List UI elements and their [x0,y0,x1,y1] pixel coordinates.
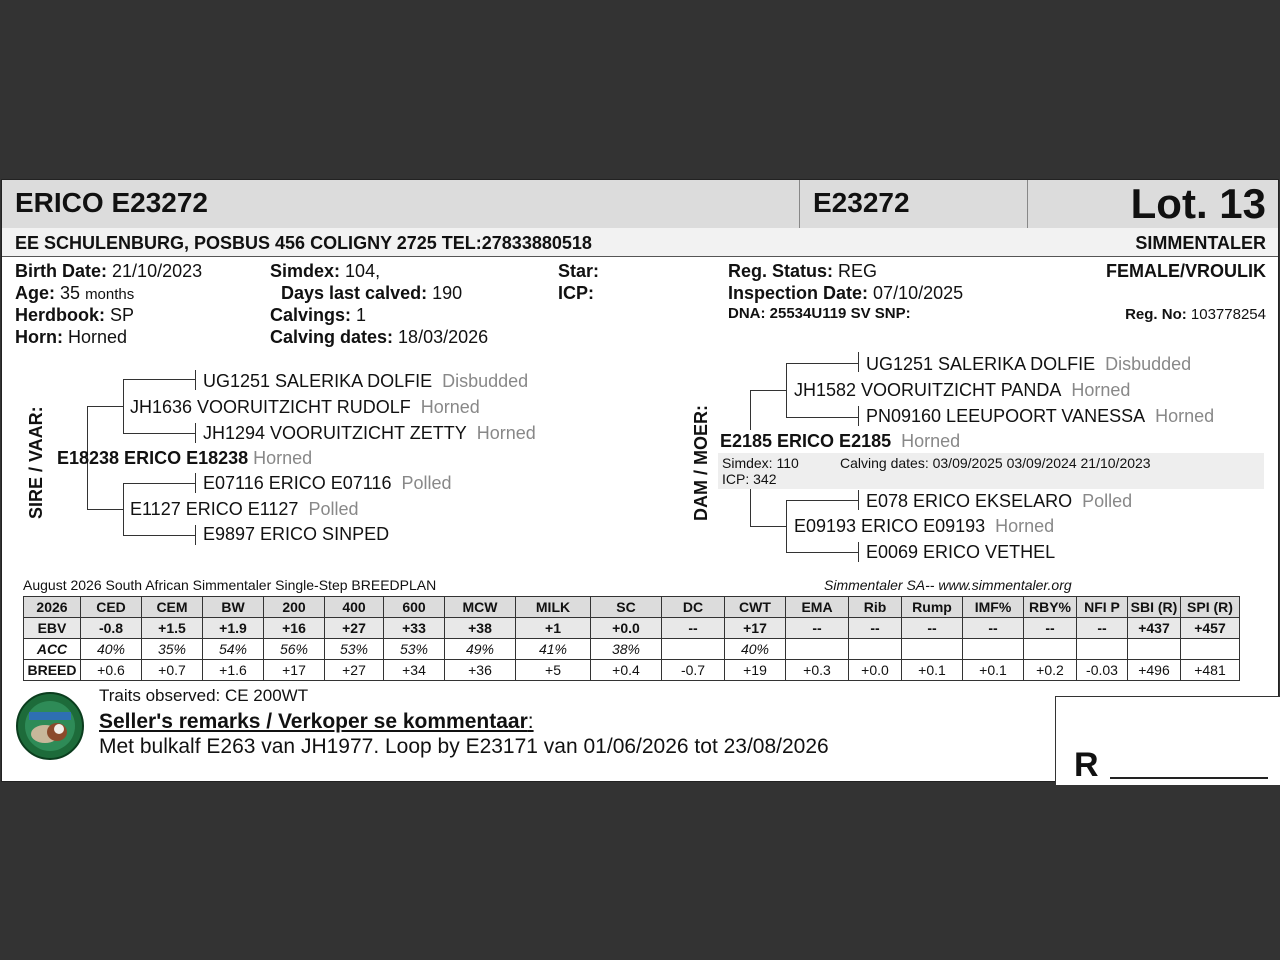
owner-info: EE SCHULENBURG, POSBUS 456 COLIGNY 2725 TEL:27833880518 [15,233,592,253]
ebv-cell: 40% [725,639,786,660]
ebv-cell: +1 [516,618,591,639]
traits-observed: Traits observed: CE 200WT [99,686,309,705]
tree-line [786,363,787,417]
ebv-cell: -- [1024,618,1077,639]
ebv-column-header: SPI (R) [1181,597,1240,618]
tree-line [786,417,858,418]
tree-line [786,552,858,553]
ebv-column-header: Rump [902,597,963,618]
dam-icp: ICP: 342 [722,471,777,487]
ebv-column-header: CED [81,597,142,618]
ebv-cell: +1.9 [203,618,264,639]
ebv-cell: -- [786,618,849,639]
ebv-cell [849,639,902,660]
dam-sire-dam: PN09160 LEEUPOORT VANESSA Horned [866,406,1215,426]
dam-sire: JH1582 VOORUITZICHT PANDA Horned [794,380,1131,400]
sire-dam: E1127 ERICO E1127 Polled [130,499,359,519]
tree-line [195,473,196,493]
ebv-cell: +16 [264,618,325,639]
star: Star: [558,261,600,281]
bid-price-line[interactable] [1110,777,1268,779]
ebv-cell: +457 [1181,618,1240,639]
tree-line [750,489,751,526]
tree-line [123,379,124,433]
days-last-calved: Days last calved: 190 [281,283,463,303]
ebv-cell: 49% [445,639,516,660]
tree-line [786,500,858,501]
tree-line [123,379,195,380]
age: Age: 35 months [15,283,135,303]
ebv-cell: -0.8 [81,618,142,639]
breed-name: SIMMENTALER [1135,233,1266,253]
ebv-cell: +33 [384,618,445,639]
ebv-cell: +27 [325,660,384,681]
animal-title: ERICO E23272 [15,187,208,218]
ebv-cell: +34 [384,660,445,681]
ebv-cell [1128,639,1181,660]
ebv-cell: -0.03 [1077,660,1128,681]
breed-row [24,660,1240,681]
ebv-header-row [24,597,1240,618]
tree-line [123,535,195,536]
ebv-cell: 53% [325,639,384,660]
tree-line [858,490,859,510]
dam-dam-dam: E0069 ERICO VETHEL [866,542,1056,562]
ebv-cell [786,639,849,660]
ebv-table [23,596,1240,681]
ebv-cell [1077,639,1128,660]
ebv-column-header: RBY% [1024,597,1077,618]
ebv-column-header: 400 [325,597,384,618]
dam: E2185 ERICO E2185 Horned [720,431,961,451]
ebv-column-header: 200 [264,597,325,618]
tree-line [858,542,859,562]
ebv-cell: -- [1077,618,1128,639]
ebv-column-header: CWT [725,597,786,618]
ebv-cell: +481 [1181,660,1240,681]
ebv-column-header: SC [591,597,662,618]
remarks-heading: Seller's remarks / Verkoper se kommentaar: [99,710,534,733]
ebv-cell: +496 [1128,660,1181,681]
animal-id: E23272 [813,187,910,218]
ebv-column-header: 2026 [24,597,81,618]
tree-line [858,406,859,426]
ebv-cell [902,639,963,660]
birth-date: Birth Date: 21/10/2023 [15,261,203,281]
ebv-column-header: MILK [516,597,591,618]
ebv-cell: +0.1 [963,660,1024,681]
ebv-cell: 54% [203,639,264,660]
ebv-cell: +0.3 [786,660,849,681]
ebv-cell: +0.0 [591,618,662,639]
ebv-cell: +0.7 [142,660,203,681]
ebv-cell: -- [902,618,963,639]
ebv-cell: +0.4 [591,660,662,681]
ebv-cell: +17 [725,618,786,639]
header-divider [1027,180,1028,228]
breedplan-site: Simmentaler SA-- www.simmentaler.org [824,577,1072,593]
ebv-column-header: BW [203,597,264,618]
header-divider [799,180,800,228]
icp: ICP: [558,283,594,303]
sire-sire-sire: UG1251 SALERIKA DOLFIE Disbudded [203,371,529,391]
dam-sire-sire: UG1251 SALERIKA DOLFIE Disbudded [866,354,1192,374]
ebv-column-header: EMA [786,597,849,618]
ebv-cell: +27 [325,618,384,639]
ebv-cell: 56% [264,639,325,660]
tree-line [750,390,786,391]
sire-dam-sire: E07116 ERICO E07116 Polled [203,473,452,493]
sire-sire-dam: JH1294 VOORUITZICHT ZETTY Horned [203,423,536,443]
ebv-cell: 38% [591,639,662,660]
tree-line [858,352,859,372]
ebv-cell: -0.7 [662,660,725,681]
simmentaler-logo-icon [15,692,85,760]
ebv-column-header: CEM [142,597,203,618]
dam-simdex: Simdex: 110 [722,455,799,471]
ebv-cell: +17 [264,660,325,681]
sire-label: SIRE / VAAR: [26,406,46,519]
ebv-cell: +0.2 [1024,660,1077,681]
ebv-cell: +19 [725,660,786,681]
tree-line [87,509,123,510]
lot-card [1,179,1279,782]
remarks-text: Met bulkalf E263 van JH1977. Loop by E23171 van 01/06/2026 tot 23/08/2026 [99,735,829,758]
tree-line [87,406,123,407]
ebv-row-label: EBV [24,618,81,639]
tree-line [123,433,195,434]
calvings: Calvings: 1 [270,305,367,325]
ebv-cell [1024,639,1077,660]
sire: E18238 ERICO E18238 Horned [57,448,313,468]
dna-info: DNA: 25534U119 SV SNP: [728,305,911,322]
bid-currency-label: R [1074,746,1099,784]
dam-dam: E09193 ERICO E09193 Horned [794,516,1055,536]
tree-line [195,423,196,443]
ebv-row-label: BREED [24,660,81,681]
herdbook: Herdbook: SP [15,305,135,325]
ebv-row-label: ACC [24,639,81,660]
dam-details [718,453,1264,489]
ebv-cell: 41% [516,639,591,660]
ebv-column-header: MCW [445,597,516,618]
tree-line [750,390,751,430]
tree-line [123,483,124,536]
ebv-cell: 40% [81,639,142,660]
tree-line [195,525,196,545]
acc-row [24,639,1240,660]
ebv-cell: +36 [445,660,516,681]
breedplan-title: August 2026 South African Simmentaler Single-Step BREEDPLAN [23,577,437,593]
ebv-cell: +0.1 [902,660,963,681]
sire-sire: JH1636 VOORUITZICHT RUDOLF Horned [130,397,480,417]
tree-line [123,483,195,484]
inspection-date: Inspection Date: 07/10/2025 [728,283,964,303]
tree-line [750,526,786,527]
ebv-cell [1181,639,1240,660]
sire-dam-dam: E9897 ERICO SINPED [203,524,390,544]
horn-status: Horn: Horned [15,327,128,347]
ebv-row [24,618,1240,639]
ebv-cell: 35% [142,639,203,660]
dam-label: DAM / MOER: [691,405,711,521]
calving-dates: Calving dates: 18/03/2026 [270,327,489,347]
tree-line [786,363,858,364]
ebv-cell: -- [662,618,725,639]
ebv-cell: +0.0 [849,660,902,681]
reg-number: Reg. No: 103778254 [1125,306,1266,323]
ebv-cell: +437 [1128,618,1181,639]
ebv-cell: +38 [445,618,516,639]
reg-status: Reg. Status: REG [728,261,878,281]
dam-dam-sire: E078 ERICO EKSELARO Polled [866,491,1133,511]
simdex: Simdex: 104, [270,261,381,281]
tree-line [786,500,787,552]
sex: FEMALE/VROULIK [1106,261,1266,281]
ebv-cell [963,639,1024,660]
ebv-cell: 53% [384,639,445,660]
ebv-cell [662,639,725,660]
lot-number: Lot. 13 [1130,180,1266,227]
ebv-column-header: IMF% [963,597,1024,618]
ebv-column-header: NFI P [1077,597,1128,618]
ebv-column-header: DC [662,597,725,618]
ebv-column-header: SBI (R) [1128,597,1181,618]
ebv-column-header: 600 [384,597,445,618]
ebv-cell: +1.5 [142,618,203,639]
ebv-cell: +0.6 [81,660,142,681]
ebv-cell: +5 [516,660,591,681]
ebv-column-header: Rib [849,597,902,618]
ebv-cell: -- [849,618,902,639]
tree-line [195,370,196,390]
dam-calving-dates: Calving dates: 03/09/2025 03/09/2024 21/10/2023 [840,455,1151,471]
ebv-cell: -- [963,618,1024,639]
ebv-cell: +1.6 [203,660,264,681]
